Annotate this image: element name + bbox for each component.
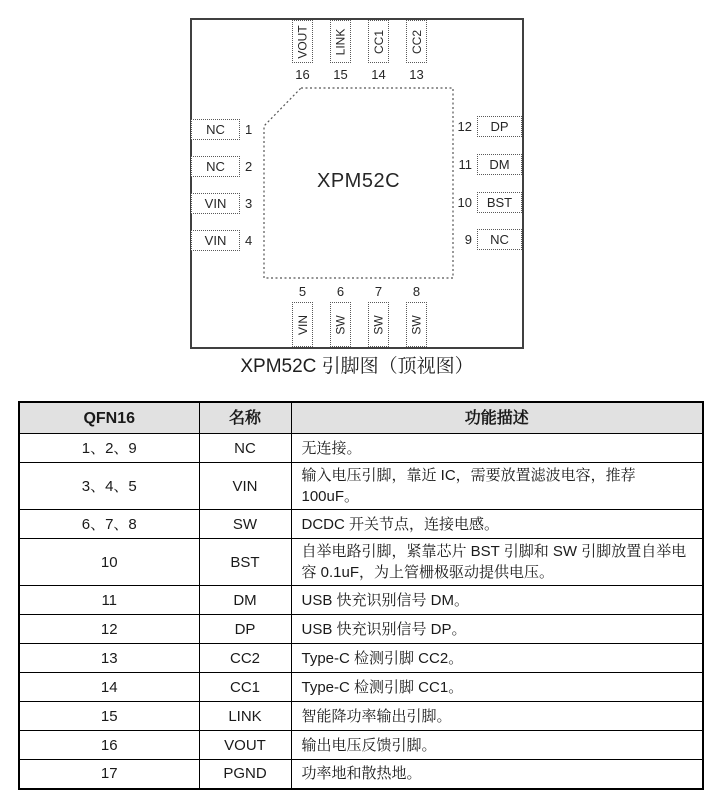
cell-name: CC2 xyxy=(199,644,291,673)
pin-8-number: 8 xyxy=(412,284,421,299)
cell-pin: 16 xyxy=(19,731,199,760)
pin-15 xyxy=(330,20,351,84)
pin-12 xyxy=(450,116,522,137)
table-row xyxy=(19,586,703,615)
pin-4-number: 4 xyxy=(245,233,253,248)
pin-12-box: DP xyxy=(477,116,522,137)
pin-15-label: LINK xyxy=(333,28,348,55)
pin-8-box xyxy=(406,302,427,347)
pin-16 xyxy=(292,20,313,84)
pin-13-label: CC2 xyxy=(409,29,424,54)
pin-15-box xyxy=(330,20,351,63)
cell-pin: 3、4、5 xyxy=(19,463,199,510)
pin-16-box xyxy=(292,20,313,63)
table-row xyxy=(19,463,703,510)
table-header-row xyxy=(19,402,703,434)
header-description: 功能描述 xyxy=(291,402,703,434)
pin-4 xyxy=(191,230,261,251)
diagram-caption: XPM52C 引脚图（顶视图） xyxy=(240,356,474,377)
pin-9-box: NC xyxy=(477,229,522,250)
pin-1-box: NC xyxy=(191,119,240,140)
pin-12-number: 12 xyxy=(457,119,472,134)
cell-desc: USB 快充识别信号 DM。 xyxy=(291,586,703,615)
cell-name: CC1 xyxy=(199,673,291,702)
pin-2 xyxy=(191,156,261,177)
table-row xyxy=(19,673,703,702)
header-qfn16: QFN16 xyxy=(19,402,199,434)
cell-desc: USB 快充识别信号 DP。 xyxy=(291,615,703,644)
pin-15-number: 15 xyxy=(333,67,348,82)
pin-3 xyxy=(191,193,261,214)
pin-16-label: VOUT xyxy=(295,24,310,59)
cell-desc: 功率地和散热地。 xyxy=(291,760,703,789)
cell-name: DP xyxy=(199,615,291,644)
pin-6-label: SW xyxy=(333,314,348,335)
pin-8 xyxy=(406,283,427,347)
pin-9 xyxy=(450,229,522,250)
pin-10-box: BST xyxy=(477,192,522,213)
cell-name: LINK xyxy=(199,702,291,731)
pin-3-number: 3 xyxy=(245,196,253,211)
pin-1 xyxy=(191,119,261,140)
pin-14 xyxy=(368,20,389,84)
pin-13-number: 13 xyxy=(409,67,424,82)
cell-pin: 12 xyxy=(19,615,199,644)
pin-5-number: 5 xyxy=(298,284,307,299)
cell-desc: 输出电压反馈引脚。 xyxy=(291,731,703,760)
cell-pin: 1、2、9 xyxy=(19,434,199,463)
cell-pin: 13 xyxy=(19,644,199,673)
pin-8-label: SW xyxy=(409,314,424,335)
cell-name: VIN xyxy=(199,463,291,510)
pin-2-number: 2 xyxy=(245,159,253,174)
pin-14-box xyxy=(368,20,389,63)
pin-14-label: CC1 xyxy=(371,29,386,54)
cell-desc: 输入电压引脚，靠近 IC，需要放置滤波电容，推荐 100uF。 xyxy=(291,463,703,510)
chip-name-label: XPM52C xyxy=(316,170,401,192)
pin-4-box: VIN xyxy=(191,230,240,251)
cell-desc: 智能降功率输出引脚。 xyxy=(291,702,703,731)
pin-7-label: SW xyxy=(371,314,386,335)
pin-11-box: DM xyxy=(477,154,522,175)
table-row xyxy=(19,644,703,673)
pin-6 xyxy=(330,283,351,347)
pin-6-box xyxy=(330,302,351,347)
pin-14-number: 14 xyxy=(371,67,386,82)
table-row xyxy=(19,539,703,586)
table-row xyxy=(19,731,703,760)
pin-9-number: 9 xyxy=(464,232,472,247)
pin-16-number: 16 xyxy=(295,67,310,82)
cell-desc: 无连接。 xyxy=(291,434,703,463)
pin-13-box xyxy=(406,20,427,63)
pin-11 xyxy=(450,154,522,175)
cell-name: BST xyxy=(199,539,291,586)
cell-pin: 15 xyxy=(19,702,199,731)
cell-pin: 6、7、8 xyxy=(19,510,199,539)
cell-name: VOUT xyxy=(199,731,291,760)
cell-desc: DCDC 开关节点，连接电感。 xyxy=(291,510,703,539)
pin-13 xyxy=(406,20,427,84)
cell-pin: 10 xyxy=(19,539,199,586)
table-row xyxy=(19,510,703,539)
pin-6-number: 6 xyxy=(336,284,345,299)
pin-7-box xyxy=(368,302,389,347)
pin-function-table xyxy=(18,401,704,790)
pin-3-box: VIN xyxy=(191,193,240,214)
cell-pin: 14 xyxy=(19,673,199,702)
pin-11-number: 11 xyxy=(458,157,472,172)
cell-desc: 自举电路引脚，紧靠芯片 BST 引脚和 SW 引脚放置自举电容 0.1uF，为上管栅极驱动提供电压。 xyxy=(291,539,703,586)
pin-5 xyxy=(292,283,313,347)
cell-pin: 17 xyxy=(19,760,199,789)
cell-pin: 11 xyxy=(19,586,199,615)
pin-5-label: VIN xyxy=(295,314,310,335)
table-row xyxy=(19,434,703,463)
cell-desc: Type-C 检测引脚 CC1。 xyxy=(291,673,703,702)
cell-desc: Type-C 检测引脚 CC2。 xyxy=(291,644,703,673)
header-name: 名称 xyxy=(199,402,291,434)
pin-7 xyxy=(368,283,389,347)
cell-name: NC xyxy=(199,434,291,463)
pin-10-number: 10 xyxy=(457,195,472,210)
table-row xyxy=(19,702,703,731)
cell-name: PGND xyxy=(199,760,291,789)
pin-7-number: 7 xyxy=(374,284,383,299)
cell-name: SW xyxy=(199,510,291,539)
table-row xyxy=(19,615,703,644)
table-row xyxy=(19,760,703,789)
pin-10 xyxy=(450,192,522,213)
cell-name: DM xyxy=(199,586,291,615)
pin-1-number: 1 xyxy=(245,122,253,137)
pin-2-box: NC xyxy=(191,156,240,177)
pin-5-box xyxy=(292,302,313,347)
